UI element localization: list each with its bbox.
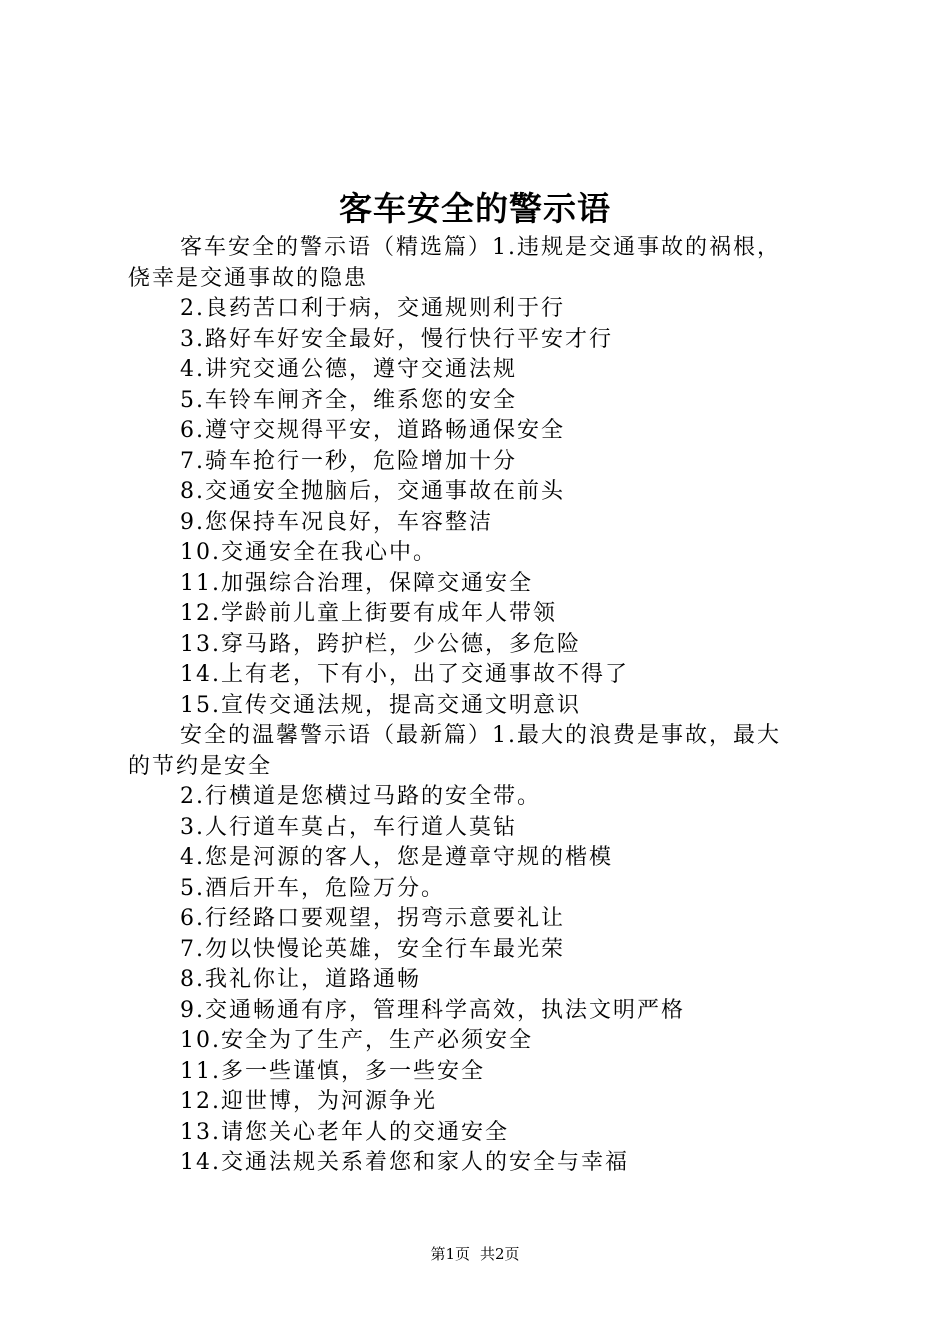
section1-intro-line2: 侥幸是交通事故的隐患 — [128, 265, 369, 291]
section1-list — [128, 294, 848, 721]
list-item: 5.车铃车闸齐全，维系您的安全 — [180, 387, 517, 413]
list-item: 10.安全为了生产，生产必须安全 — [180, 1028, 533, 1053]
list-item: 10.交通安全在我心中。 — [180, 540, 437, 565]
list-item: 3.路好车好安全最好，慢行快行平安才行 — [180, 326, 613, 352]
section2-intro-line2: 的节约是安全 — [128, 753, 273, 779]
list-item: 11.多一些谨慎，多一些安全 — [180, 1058, 485, 1084]
list-item: 9.您保持车况良好，车容整洁 — [180, 509, 493, 535]
section1-intro — [128, 233, 848, 294]
section2-list — [128, 782, 848, 1179]
list-item: 6.遵守交规得平安，道路畅通保安全 — [180, 418, 565, 443]
list-item: 12.学龄前儿童上街要有成年人带领 — [180, 601, 557, 626]
section2-intro — [128, 721, 848, 782]
list-item: 4.讲究交通公德，遵守交通法规 — [180, 357, 517, 382]
section1-intro-line1: 客车安全的警示语（精选篇）1.违规是交通事故的祸根， — [180, 235, 781, 260]
document-title: 客车安全的警示语 — [339, 189, 611, 228]
list-item: 3.人行道车莫占，车行道人莫钻 — [180, 814, 517, 840]
list-item: 15.宣传交通法规，提高交通文明意识 — [180, 692, 581, 718]
list-item: 14.上有老，下有小，出了交通事故不得了 — [180, 662, 629, 687]
page-total: 共2页 — [480, 1245, 520, 1263]
list-item: 8.我礼你让，道路通畅 — [180, 967, 421, 992]
list-item: 14.交通法规关系着您和家人的安全与幸福 — [180, 1150, 629, 1175]
list-item: 13.请您关心老年人的交通安全 — [180, 1119, 509, 1145]
list-item: 11.加强综合治理，保障交通安全 — [180, 570, 533, 596]
list-item: 12.迎世博，为河源争光 — [180, 1089, 437, 1114]
list-item: 13.穿马路，跨护栏，少公德，多危险 — [180, 631, 581, 657]
section2-intro-line1: 安全的温馨警示语（最新篇）1.最大的浪费是事故，最大 — [180, 723, 781, 748]
list-item: 6.行经路口要观望，拐弯示意要礼让 — [180, 906, 565, 931]
list-item: 4.您是河源的客人，您是遵章守规的楷模 — [180, 845, 613, 870]
list-item: 7.勿以快慢论英雄，安全行车最光荣 — [180, 936, 565, 962]
list-item: 2.良药苦口利于病，交通规则利于行 — [180, 296, 565, 321]
list-item: 9.交通畅通有序，管理科学高效，执法文明严格 — [180, 997, 685, 1023]
document-body — [128, 233, 848, 1179]
list-item: 8.交通安全抛脑后，交通事故在前头 — [180, 479, 565, 504]
list-item: 5.酒后开车，危险万分。 — [180, 875, 445, 901]
page-footer — [0, 1242, 950, 1266]
list-item: 7.骑车抢行一秒，危险增加十分 — [180, 448, 517, 474]
page-number: 第1页 — [430, 1245, 470, 1263]
list-item: 2.行横道是您横过马路的安全带。 — [180, 784, 541, 809]
